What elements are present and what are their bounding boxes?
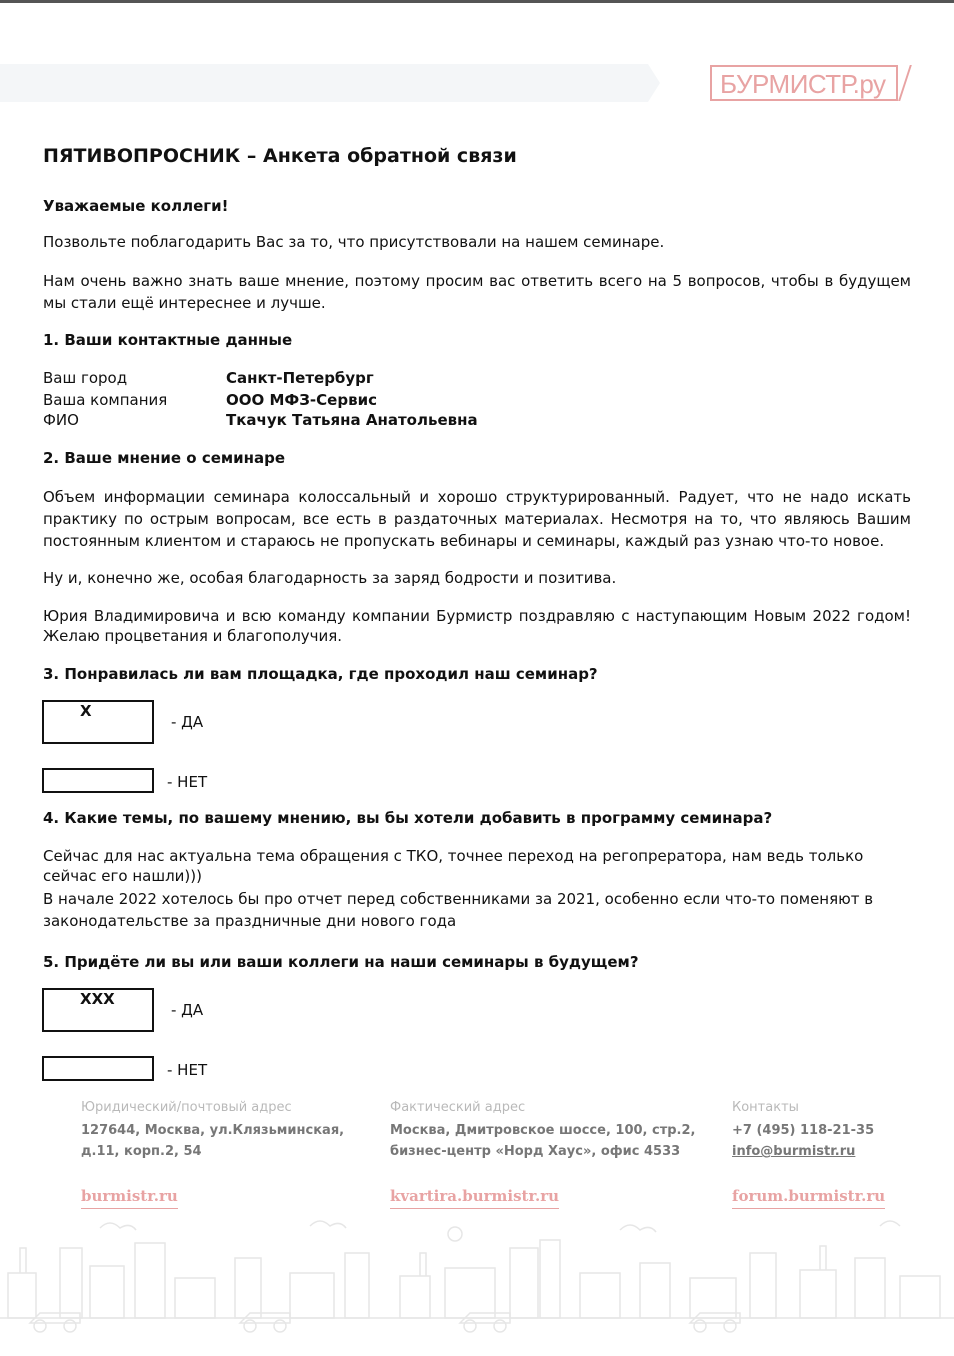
q5-yes-label: - ДА <box>171 1001 204 1019</box>
footer-legal-line-2: д.11, корп.2, 54 <box>81 1144 202 1159</box>
footer-phone[interactable]: +7 (495) 118-21-35 <box>732 1123 875 1138</box>
city-label: Ваш город <box>43 369 128 387</box>
q3-yes-label: - ДА <box>171 713 204 731</box>
footer-legal-address <box>81 1120 344 1162</box>
name-label: ФИО <box>43 411 79 429</box>
footer-contacts <box>732 1120 874 1162</box>
cityscape-illustration <box>0 1218 954 1356</box>
opinion-paragraph-2: Ну и, конечно же, особая благодарность за заряд бодрости и позитива. <box>43 569 617 587</box>
q3-no-checkbox[interactable] <box>42 768 154 793</box>
opinion-paragraph-3: Юрия Владимировича и всю команду компании Бурмистр поздравляю с наступающим Новым 2022 годом! Желаю процветания и благополучия. <box>43 607 911 645</box>
q3-yes-checkbox[interactable] <box>42 700 154 744</box>
q3-yes-mark: Х <box>80 702 92 720</box>
contact-row-name <box>43 410 911 430</box>
company-label: Ваша компания <box>43 391 168 409</box>
footer-contacts-heading: Контакты <box>732 1100 799 1115</box>
footer-legal-heading: Юридический/почтовый адрес <box>81 1100 292 1115</box>
footer-actual-address <box>390 1120 695 1162</box>
question-3-heading: 3. Понравилась ли вам площадка, где проходил наш семинар? <box>43 665 598 683</box>
footer-actual-line-1: Москва, Дмитровское шоссе, 100, стр.2, <box>390 1123 696 1138</box>
footer-link-kvartira[interactable]: kvartira.burmistr.ru <box>390 1186 559 1209</box>
question-4-heading: 4. Какие темы, по вашему мнению, вы бы хотели добавить в программу семинара? <box>43 809 773 827</box>
name-value: Ткачук Татьяна Анатольевна <box>226 411 478 429</box>
contact-row-city <box>43 368 911 388</box>
question-2-heading: 2. Ваше мнение о семинаре <box>43 449 286 467</box>
header-banner <box>0 64 660 102</box>
q5-no-checkbox[interactable] <box>42 1056 154 1081</box>
greeting: Уважаемые коллеги! <box>43 197 229 215</box>
footer-link-forum[interactable]: forum.burmistr.ru <box>732 1186 885 1209</box>
q3-no-label: - НЕТ <box>167 773 208 791</box>
burmistr-logo: БУРМИСТР.ру <box>710 65 898 101</box>
footer-link-burmistr[interactable]: burmistr.ru <box>81 1186 178 1209</box>
document-title: ПЯТИВОПРОСНИК – Анкета обратной связи <box>43 145 517 167</box>
question-5-heading: 5. Придёте ли вы или ваши коллеги на наши семинары в будущем? <box>43 953 639 971</box>
topics-paragraph-1: Сейчас для нас актуальна тема обращения с ТКО, точнее переход на регопрератора, нам ведь только сейчас его нашли))) <box>43 847 864 885</box>
footer-actual-heading: Фактический адрес <box>390 1100 526 1115</box>
footer-legal-line-1: 127644, Москва, ул.Клязьминская, <box>81 1123 345 1138</box>
intro-paragraph-2: Нам очень важно знать ваше мнение, поэтому просим вас ответить всего на 5 вопросов, чтобы в будущем мы стали ещё интереснее и лучше. <box>43 272 911 312</box>
footer-actual-line-2: бизнес-центр «Норд Хаус», офис 4533 <box>390 1144 681 1159</box>
opinion-paragraph-1: Объем информации семинара колоссальный и хорошо структурированный. Радует, что не надо искать практику по острым вопросам, все есть в раздаточных материалах. Несмотря на то, что являюсь Вашим постоянным клиентом и стараюсь не пропускать вебинары и семинары, каждый раз узнаю что-то новое. <box>43 488 911 550</box>
topics-paragraph-2: В начале 2022 хотелось бы про отчет перед собственниками за 2021, особенно если что-то поменяют в законодательстве за праздничные дни нового года <box>43 890 874 930</box>
company-value: ООО МФЗ-Сервис <box>226 391 377 409</box>
q5-yes-checkbox[interactable] <box>42 988 154 1032</box>
q5-yes-mark: ХХХ <box>80 990 115 1008</box>
city-value: Санкт-Петербург <box>226 369 374 387</box>
q5-no-label: - НЕТ <box>167 1061 208 1079</box>
contact-row-company <box>43 390 911 410</box>
question-1-heading: 1. Ваши контактные данные <box>43 331 293 349</box>
footer-email[interactable]: info@burmistr.ru <box>732 1144 856 1159</box>
top-border <box>0 0 954 3</box>
intro-paragraph-1: Позвольте поблагодарить Вас за то, что присутствовали на нашем семинаре. <box>43 233 665 251</box>
